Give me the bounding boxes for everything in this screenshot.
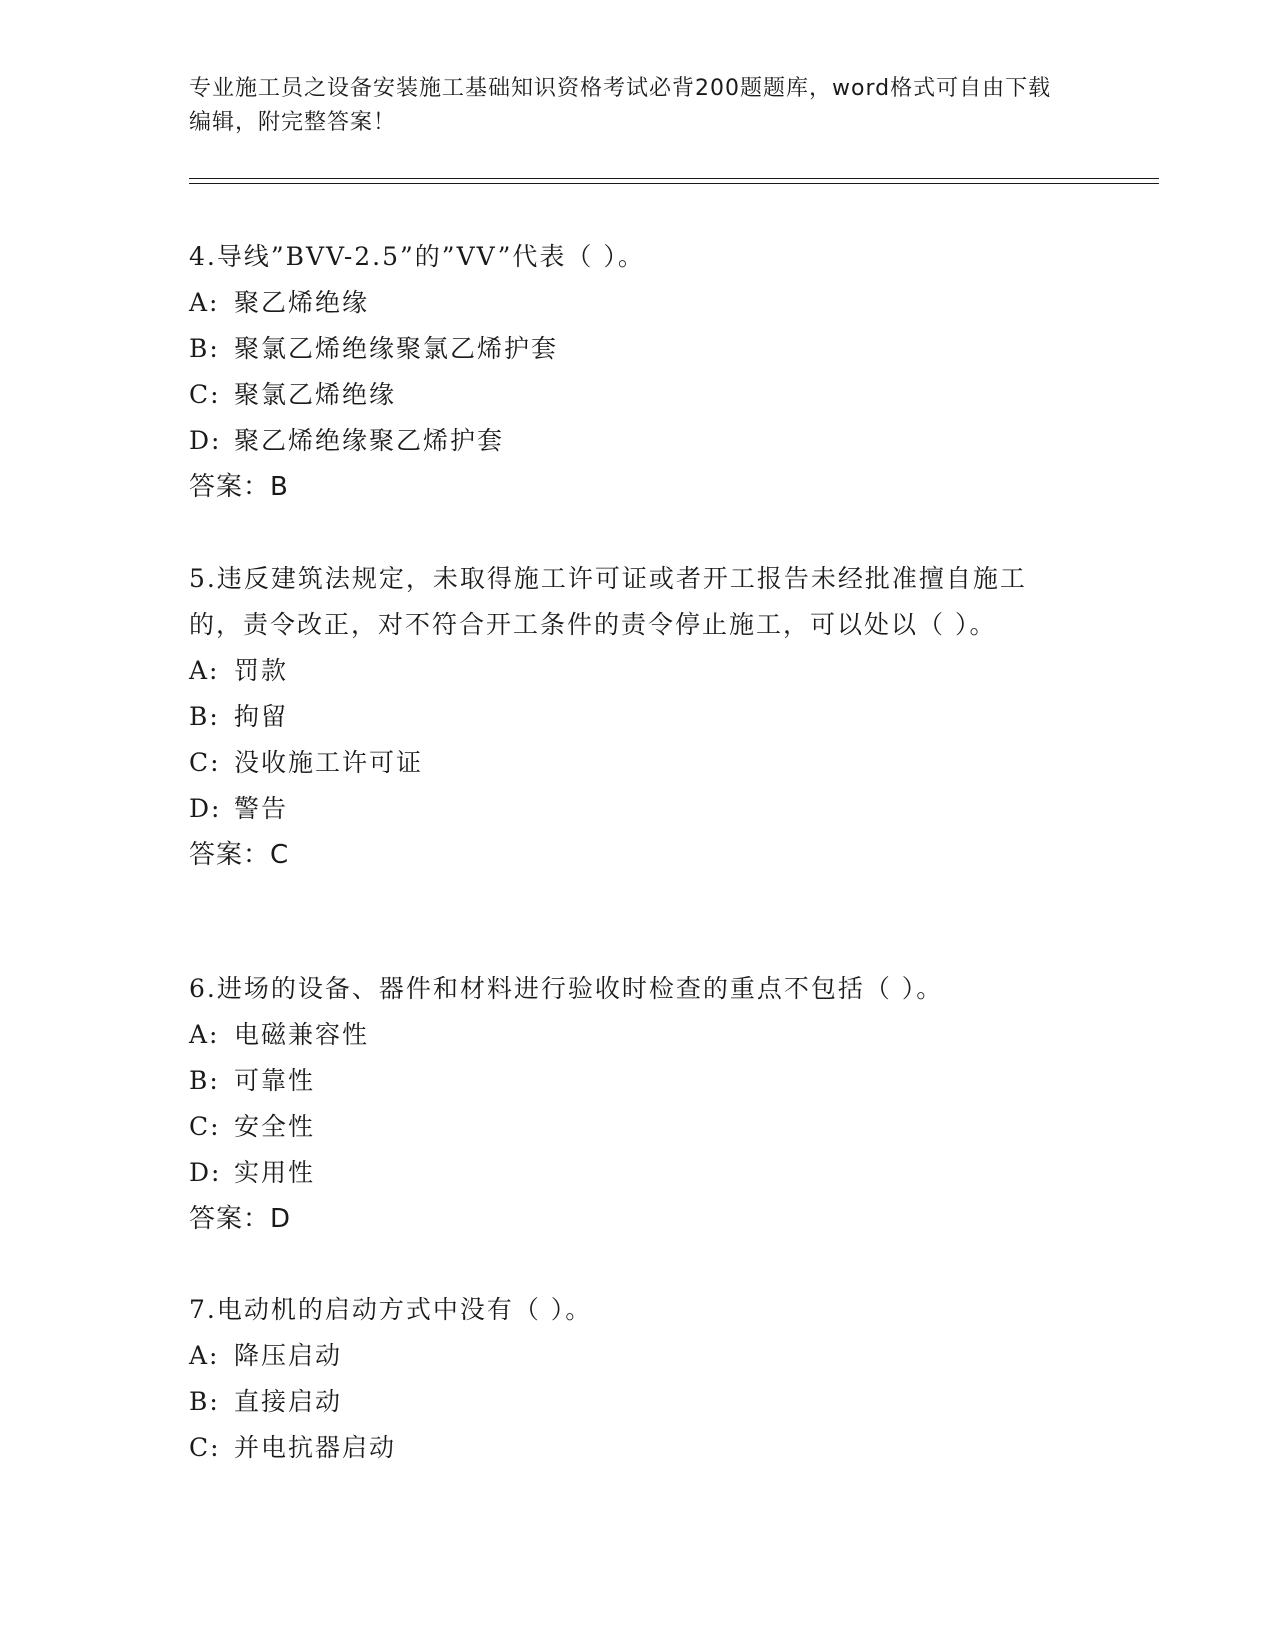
option-key: D: bbox=[189, 1158, 222, 1187]
option-text: 警告 bbox=[234, 794, 289, 823]
document-header: 专业施工员之设备安装施工基础知识资格考试必背200题题库，word格式可自由下载编辑，附完整答案！ bbox=[189, 76, 1052, 135]
question-text: 4.导线”BVV-2.5”的”VV”代表（ ）。 bbox=[189, 242, 645, 271]
option-a bbox=[189, 1012, 1069, 1058]
option-key: A: bbox=[189, 288, 220, 317]
question-text: 7.电动机的启动方式中没有（ ）。 bbox=[189, 1295, 593, 1324]
option-key: C: bbox=[189, 1112, 221, 1141]
option-key: A: bbox=[189, 656, 220, 685]
option-c bbox=[189, 1104, 1069, 1150]
header-divider-bottom bbox=[189, 183, 1159, 184]
option-key: B: bbox=[189, 334, 220, 363]
option-text: 聚乙烯绝缘 bbox=[234, 288, 370, 317]
option-b bbox=[189, 326, 1069, 372]
option-key: A: bbox=[189, 1341, 220, 1370]
question-text: 5.违反建筑法规定，未取得施工许可证或者开工报告未经批准擅自施工的，责令改正，对不符合开工条件的责令停止施工，可以处以（ ）。 bbox=[189, 564, 1027, 639]
option-c bbox=[189, 1425, 1069, 1471]
answer-text: 答案：D bbox=[189, 1204, 292, 1234]
option-key: D: bbox=[189, 426, 222, 455]
option-key: C: bbox=[189, 1433, 221, 1462]
option-text: 实用性 bbox=[234, 1158, 316, 1187]
option-a bbox=[189, 280, 1069, 326]
option-a bbox=[189, 1333, 1069, 1379]
option-d bbox=[189, 418, 1069, 464]
option-d bbox=[189, 786, 1069, 832]
option-c bbox=[189, 740, 1069, 786]
option-key: B: bbox=[189, 1387, 220, 1416]
option-text: 聚氯乙烯绝缘 bbox=[234, 380, 397, 409]
option-a bbox=[189, 648, 1069, 694]
option-key: C: bbox=[189, 748, 221, 777]
option-d bbox=[189, 1150, 1069, 1196]
option-c bbox=[189, 372, 1069, 418]
option-b bbox=[189, 1058, 1069, 1104]
option-b bbox=[189, 1379, 1069, 1425]
option-text: 降压启动 bbox=[234, 1341, 343, 1370]
question-text: 6.进场的设备、器件和材料进行验收时检查的重点不包括（ ）。 bbox=[189, 974, 944, 1003]
option-text: 聚氯乙烯绝缘聚氯乙烯护套 bbox=[234, 334, 559, 363]
option-key: D: bbox=[189, 794, 222, 823]
option-key: A: bbox=[189, 1020, 220, 1049]
question-5 bbox=[189, 556, 1069, 878]
answer-text: 答案：C bbox=[189, 840, 290, 870]
option-key: B: bbox=[189, 702, 220, 731]
question-4 bbox=[189, 234, 1069, 510]
option-text: 直接启动 bbox=[234, 1387, 343, 1416]
option-b bbox=[189, 694, 1069, 740]
option-key: C: bbox=[189, 380, 221, 409]
option-text: 拘留 bbox=[234, 702, 289, 731]
option-text: 电磁兼容性 bbox=[234, 1020, 370, 1049]
option-text: 并电抗器启动 bbox=[234, 1433, 397, 1462]
question-7 bbox=[189, 1287, 1069, 1471]
answer-text: 答案：B bbox=[189, 472, 289, 502]
question-6 bbox=[189, 966, 1069, 1242]
option-text: 可靠性 bbox=[234, 1066, 316, 1095]
option-text: 罚款 bbox=[234, 656, 289, 685]
option-text: 安全性 bbox=[234, 1112, 316, 1141]
option-text: 没收施工许可证 bbox=[234, 748, 424, 777]
option-text: 聚乙烯绝缘聚乙烯护套 bbox=[234, 426, 505, 455]
option-key: B: bbox=[189, 1066, 220, 1095]
header-divider-top bbox=[189, 178, 1159, 179]
